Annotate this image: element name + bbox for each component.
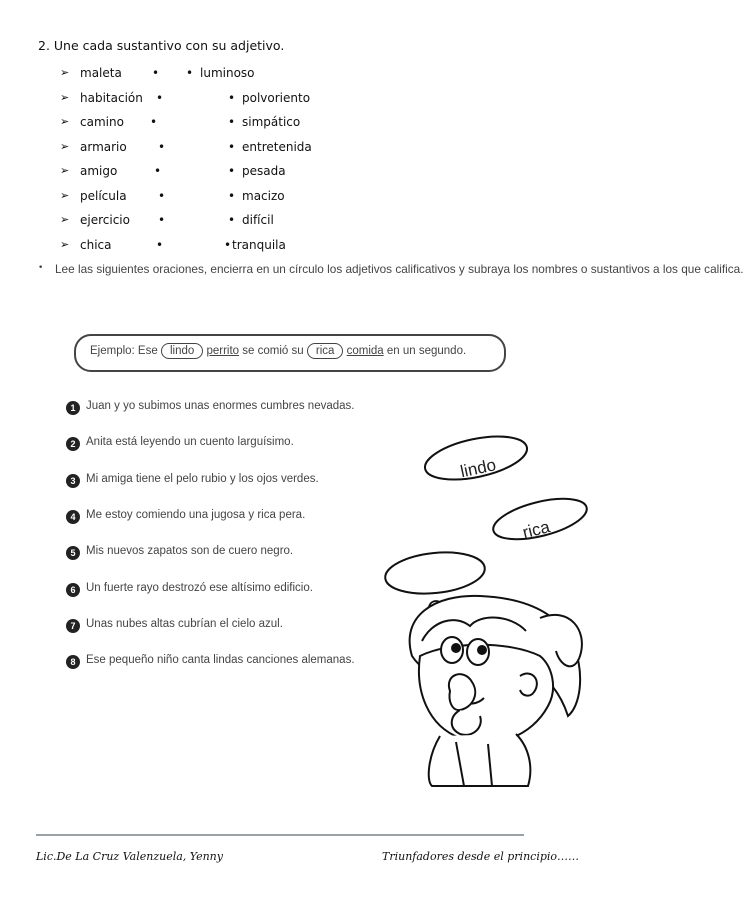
exercise-title: 2. Une cada sustantivo con su adjetivo. <box>38 38 285 53</box>
noun-label: maleta <box>80 66 122 80</box>
sentence-text: Me estoy comiendo una jugosa y rica pera. <box>86 508 306 521</box>
worksheet-image <box>40 296 586 786</box>
number-badge: 2 <box>66 437 80 451</box>
number-badge: 6 <box>66 583 80 597</box>
example-noun-underlined-2: comida <box>346 345 384 357</box>
sentence-text: Mis nuevos zapatos son de cuero negro. <box>86 545 294 558</box>
noun-dot-icon[interactable]: • <box>156 90 164 105</box>
sentence-text: Mi amiga tiene el pelo rubio y los ojos verdes. <box>86 472 319 485</box>
noun-label: película <box>80 188 127 203</box>
sentence-text: Anita está leyendo un cuento larguísimo. <box>86 436 294 449</box>
noun-label: ejercicio <box>80 213 130 227</box>
example-noun-underlined: perrito <box>206 345 240 357</box>
match-row <box>60 164 350 182</box>
adjective-dot-icon[interactable]: • <box>228 188 236 203</box>
arrow-bullet-icon: ➢ <box>60 213 70 226</box>
noun-label: armario <box>80 139 127 154</box>
adjective-dot-icon[interactable]: • <box>228 90 236 105</box>
adjective-dot-icon[interactable]: • <box>228 139 236 154</box>
number-badge: 3 <box>66 474 80 488</box>
bubble-text-lindo: lindo <box>458 455 498 482</box>
match-row <box>60 189 350 207</box>
noun-label: chica <box>80 237 112 252</box>
adjective-dot-icon[interactable]: • <box>224 237 232 252</box>
adjective-label: difícil <box>242 213 274 227</box>
noun-dot-icon[interactable]: • <box>158 188 166 203</box>
speech-bubble-lindo <box>421 429 531 488</box>
adjective-label: polvoriento <box>242 90 311 105</box>
adjective-dot-icon[interactable]: • <box>186 66 194 80</box>
number-badge: 7 <box>66 619 80 633</box>
arrow-bullet-icon: ➢ <box>60 237 70 251</box>
sentence-text: Ese pequeño niño canta lindas canciones alemanas. <box>86 654 355 667</box>
number-badge: 8 <box>66 655 80 669</box>
match-row <box>60 66 350 84</box>
footer-divider <box>36 834 524 836</box>
noun-label: habitación <box>80 90 143 105</box>
arrow-bullet-icon: ➢ <box>60 115 70 128</box>
sentence-text: Unas nubes altas cubrían el cielo azul. <box>86 617 283 630</box>
adjective-label: tranquila <box>232 237 286 252</box>
speech-bubble-rica <box>489 491 590 547</box>
instruction-bullet: • <box>38 263 44 273</box>
example-prefix: Ejemplo: Ese <box>90 345 158 357</box>
instruction-text: Lee las siguientes oraciones, encierra en un círculo los adjetivos calificativos y subraya los nombres o sustantivos a los que califica. <box>55 262 744 276</box>
number-badge: 1 <box>66 401 80 415</box>
example-adjective-circled: lindo <box>161 343 203 359</box>
match-row <box>60 238 350 256</box>
arrow-bullet-icon: ➢ <box>60 139 70 153</box>
adjective-dot-icon[interactable]: • <box>228 115 236 129</box>
noun-dot-icon[interactable]: • <box>158 139 166 154</box>
noun-label: amigo <box>80 164 118 178</box>
noun-dot-icon[interactable]: • <box>156 237 164 252</box>
noun-label: camino <box>80 115 124 129</box>
footer-motto: Triunfadores desde el principio…… <box>382 850 580 863</box>
noun-dot-icon[interactable]: • <box>154 164 162 178</box>
adjective-label: macizo <box>242 188 285 203</box>
match-row <box>60 213 350 231</box>
number-badge: 5 <box>66 546 80 560</box>
match-row <box>60 91 350 109</box>
adjective-dot-icon[interactable]: • <box>228 213 236 227</box>
girl-illustration <box>40 296 586 786</box>
match-row <box>60 115 350 133</box>
noun-dot-icon[interactable]: • <box>152 66 160 80</box>
adjective-label: entretenida <box>242 139 312 154</box>
bubble-text-rica: rica <box>520 517 552 543</box>
adjective-label: simpático <box>242 115 301 129</box>
adjective-label: luminoso <box>200 66 255 80</box>
arrow-bullet-icon: ➢ <box>60 66 70 79</box>
example-middle: se comió su <box>242 345 304 357</box>
arrow-bullet-icon: ➢ <box>60 90 70 104</box>
adjective-dot-icon[interactable]: • <box>228 164 236 178</box>
example-adjective-circled-2: rica <box>307 343 344 359</box>
arrow-bullet-icon: ➢ <box>60 188 70 202</box>
sentence-text: Juan y yo subimos unas enormes cumbres nevadas. <box>86 400 355 412</box>
arrow-bullet-icon: ➢ <box>60 164 70 177</box>
number-badge: 4 <box>66 510 80 524</box>
girl-figure <box>410 596 582 786</box>
noun-dot-icon[interactable]: • <box>150 115 158 129</box>
footer-author: Lic.De La Cruz Valenzuela, Yenny <box>36 850 223 863</box>
match-row <box>60 140 350 158</box>
noun-dot-icon[interactable]: • <box>158 213 166 227</box>
adjective-label: pesada <box>242 164 286 178</box>
example-suffix: en un segundo. <box>386 345 467 357</box>
sentence-text: Un fuerte rayo destrozó ese altísimo edificio. <box>86 581 313 594</box>
